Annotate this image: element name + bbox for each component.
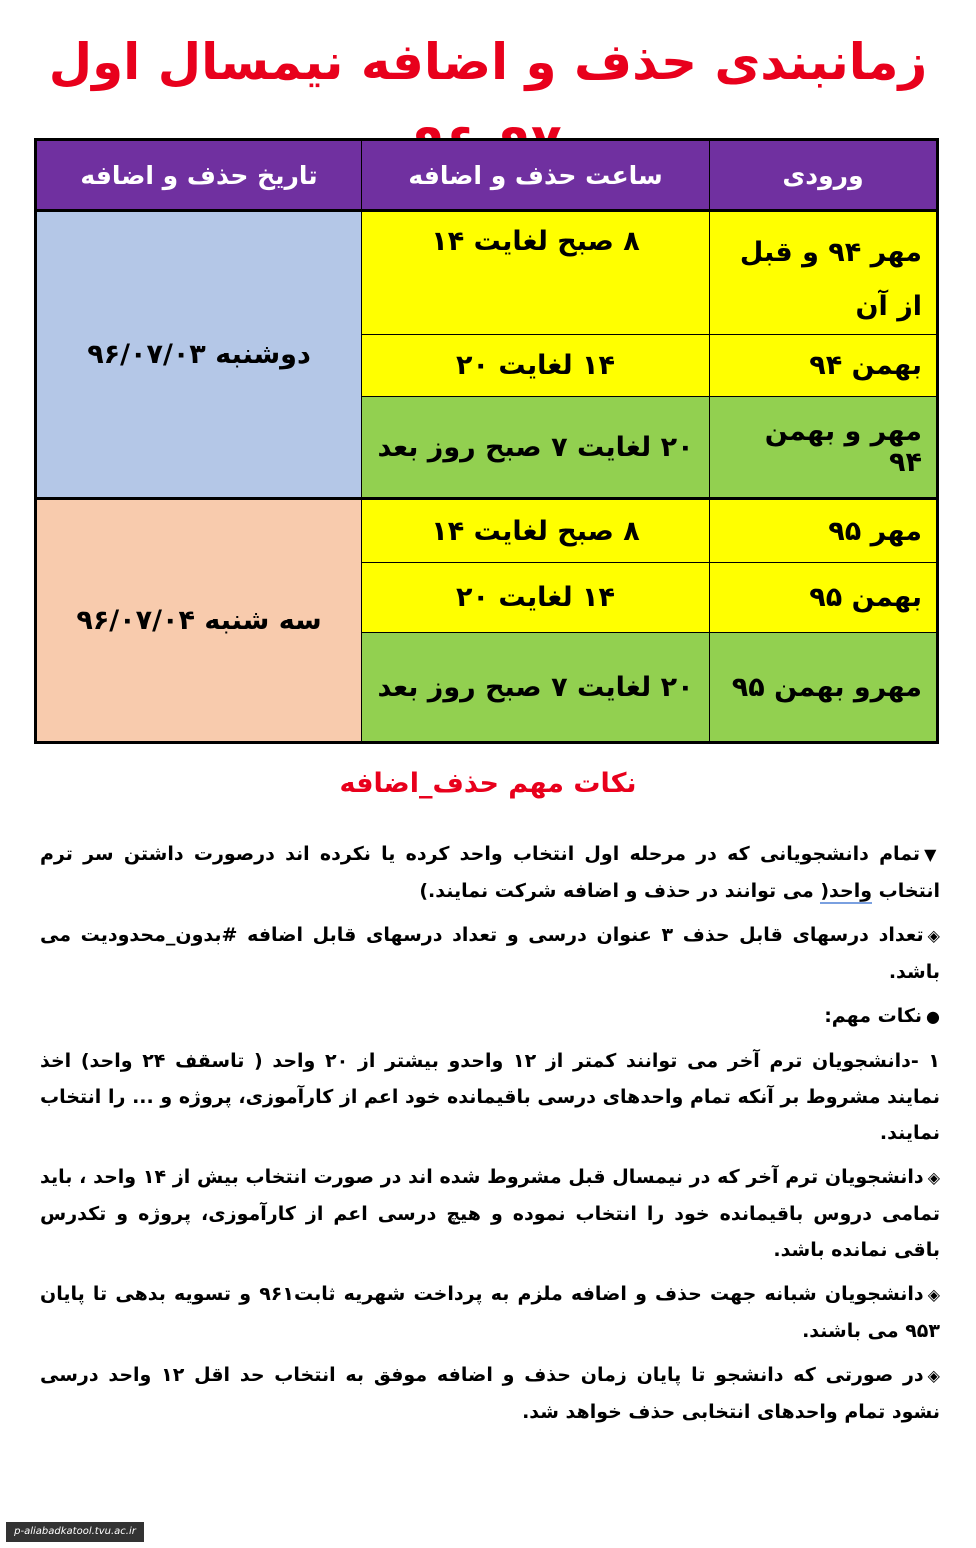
note-text: می توانند در حذف و اضافه شرکت نمایند.)	[419, 880, 821, 902]
note-paragraph	[40, 998, 940, 1035]
diamond-bullet-icon: ◈	[927, 1366, 940, 1385]
date-cell-tuesday: سه شنبه ۹۶/۰۷/۰۴	[36, 499, 362, 743]
time-cell: ۲۰ لغایت ۷ صبح روز بعد	[362, 633, 710, 743]
page-title: زمانبندی حذف و اضافه نیمسال اول	[48, 33, 928, 91]
note-text: دانشجویان ترم آخر که در نیمسال قبل مشروط شده اند در صورت انتخاب بیش از ۱۴ واحد ، باید تمامی دروس باقیمانده خود را انتخاب نموده و هیچ درسی اعم از کارآموزی، پروژه و تکدرس باقی نمانده باشد.	[40, 1166, 940, 1261]
entry-cell: بهمن ۹۵	[710, 563, 938, 633]
entry-cell: مهر و بهمن ۹۴	[710, 397, 938, 499]
notes-body	[40, 836, 940, 1438]
time-cell: ۲۰ لغایت ۷ صبح روز بعد	[362, 397, 710, 499]
circle-bullet-icon: ●	[926, 1007, 940, 1026]
table-row	[36, 211, 938, 335]
diamond-bullet-icon: ◈	[927, 926, 940, 945]
header-entry: ورودی	[710, 140, 938, 211]
entry-cell: مهرو بهمن ۹۵	[710, 633, 938, 743]
note-paragraph	[40, 1357, 940, 1430]
time-cell: ۱۴ لغایت ۲۰	[362, 335, 710, 397]
note-text: در صورتی که دانشجو تا پایان زمان حذف و اضافه موفق به انتخاب حد اقل ۱۲ واحد درسی نشود تمام واحدهای انتخابی حذف خواهد شد.	[40, 1364, 940, 1423]
date-cell-monday: دوشنبه ۹۶/۰۷/۰۳	[36, 211, 362, 499]
note-text: تمام دانشجویانی که در مرحله اول انتخاب واحد کرده یا نکرده اند درصورت داشتن سر ترم انتخاب	[40, 843, 940, 902]
entry-cell: مهر ۹۵	[710, 499, 938, 563]
note-text: ۱ -دانشجویان ترم آخر می توانند کمتر از ۱۲ واحدو بیشتر از ۲۰ واحد ( تاسقف ۲۴ واحد) اخذ نمایند مشروط بر آنکه تمام واحدهای درسی باقیمانده خود اعم از کارآموزی، پروژه و ... را انتخاب نمایند.	[40, 1050, 941, 1144]
diamond-bullet-icon: ◈	[927, 1168, 940, 1187]
notes-title: نکات مهم حذف_اضافه	[339, 768, 637, 799]
footer-url: p-aliabadkatool.tvu.ac.ir	[6, 1522, 144, 1542]
note-paragraph	[40, 1276, 940, 1349]
entry-cell: بهمن ۹۴	[710, 335, 938, 397]
note-text: دانشجویان شبانه جهت حذف و اضافه ملزم به پرداخت شهریه ثابت۹۶۱ و تسویه بدهی تا پایان ۹۵۳ می باشند.	[40, 1283, 940, 1342]
triangle-bullet-icon: ▼	[924, 845, 940, 864]
table-header-row	[36, 140, 938, 211]
entry-cell: مهر ۹۴ و قبل از آن	[710, 211, 938, 335]
time-cell: ۸ صبح لغایت ۱۴	[362, 499, 710, 563]
note-text: تعداد درسهای قابل حذف ۳ عنوان درسی و تعداد درسهای قابل اضافه #بدون_محدودیت می باشد.	[40, 924, 940, 983]
table-row	[36, 499, 938, 563]
note-underlined-text: واحد(	[820, 880, 873, 902]
time-cell: ۸ صبح لغایت ۱۴	[362, 211, 710, 335]
note-paragraph	[40, 836, 940, 909]
time-cell: ۱۴ لغایت ۲۰	[362, 563, 710, 633]
note-paragraph	[40, 1159, 940, 1268]
schedule-table	[34, 138, 939, 744]
header-date: تاریخ حذف و اضافه	[36, 140, 362, 211]
note-paragraph	[40, 1043, 940, 1151]
note-text: نکات مهم:	[824, 1005, 923, 1027]
diamond-bullet-icon: ◈	[927, 1285, 940, 1304]
note-paragraph	[40, 917, 940, 990]
header-time: ساعت حذف و اضافه	[362, 140, 710, 211]
